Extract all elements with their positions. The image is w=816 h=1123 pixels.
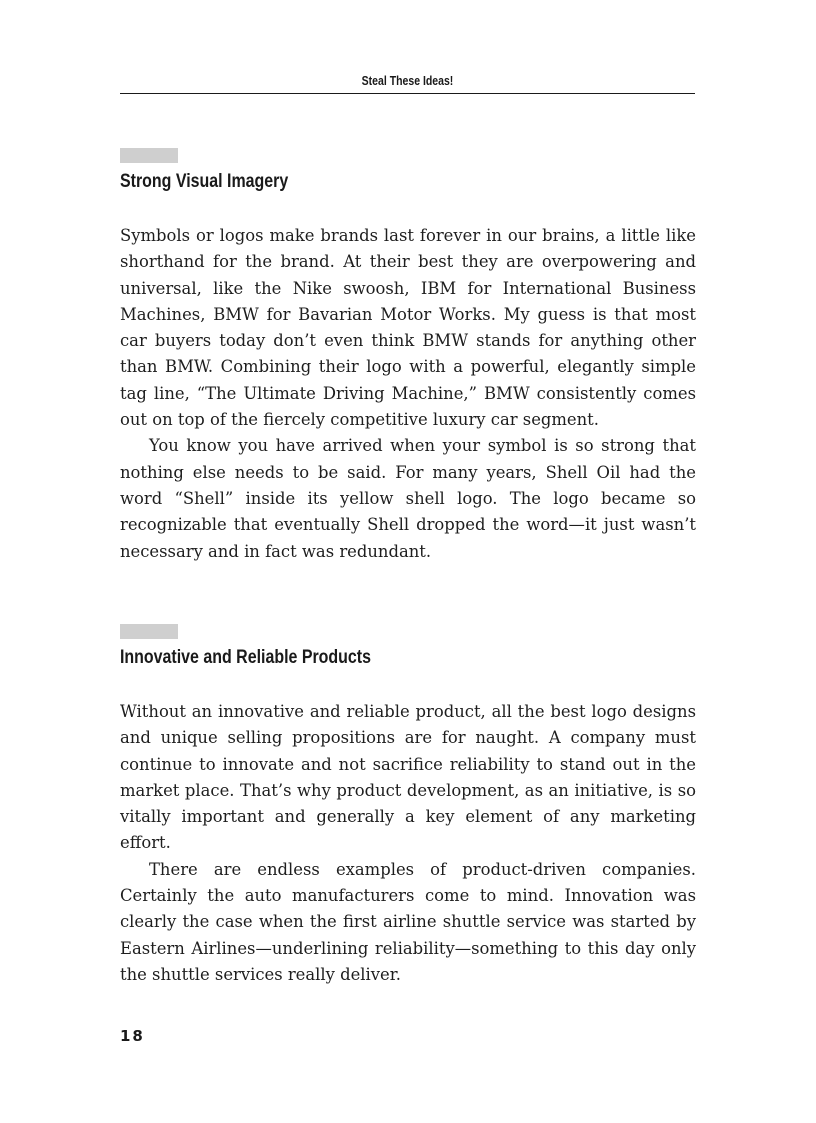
paragraph: Symbols or logos make brands last forever in our brains, a little like shorthand for the brand. At their best they are overpowering and universal, like the Nike swoosh, IBM for International Business Machines, BMW for Bavarian Motor Works. My guess is that most car buyers today don’t even think BMW stands for anything other than BMW. Combining their logo with a powerful, elegantly simple tag line, “The Ultimate Driving Machine,” BMW consistently comes out on top of the fiercely competitive luxury car segment. xyxy=(120,226,696,430)
section-heading: Strong Visual Imagery xyxy=(120,171,289,192)
section-marker xyxy=(120,624,178,639)
paragraph: Without an innovative and reliable product, all the best logo designs and unique selling propositions are for naught. A company must continue to innovate and not sacrifice reliability to stand out in the market place. That’s why product development, as an initiative, is so vitally important and generally a key element of any marketing effort. xyxy=(120,702,696,853)
section-marker xyxy=(120,148,178,163)
section-body xyxy=(120,699,696,988)
header-rule xyxy=(120,93,695,94)
paragraph: You know you have arrived when your symbol is so strong that nothing else needs to be said. For many years, Shell Oil had the word “Shell” inside its yellow shell logo. The logo became so recognizable that eventually Shell dropped the word—it just wasn’t necessary and in fact was redundant. xyxy=(120,436,696,561)
running-head: Steal These Ideas! xyxy=(361,74,454,88)
page-number: 18 xyxy=(120,1027,145,1045)
paragraph: There are endless examples of product-driven companies. Certainly the auto manufacturers come to mind. Innovation was clearly the case when the first airline shuttle service was started by Eastern Airlines—underlining reliability—something to this day only the shuttle services really deliver. xyxy=(120,859,696,984)
section-heading: Innovative and Reliable Products xyxy=(120,647,371,668)
section-body xyxy=(120,223,696,565)
